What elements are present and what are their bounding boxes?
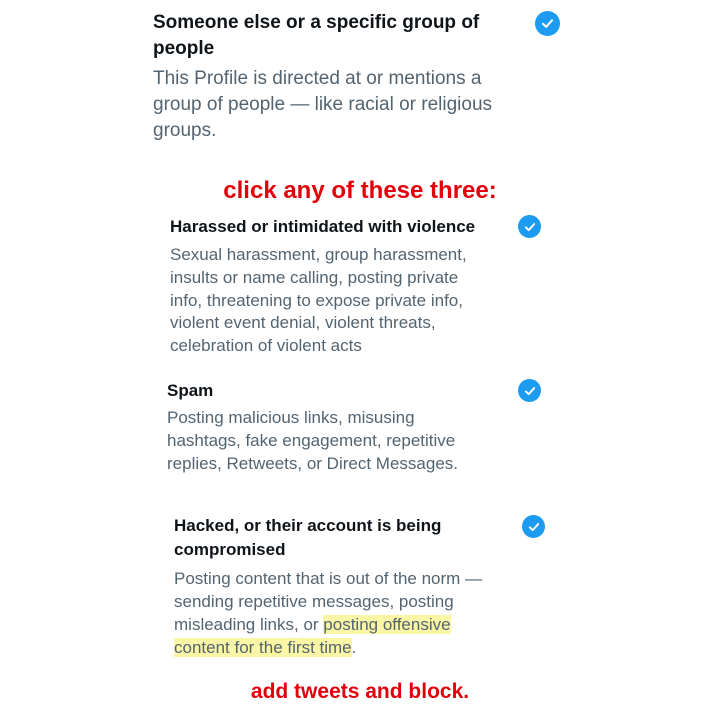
option-title: Someone else or a specific group of people [153,12,480,59]
description-end: . [351,638,357,657]
option-someone-else[interactable] [153,10,573,145]
check-circle-icon[interactable] [535,11,560,36]
option-description: Sexual harassment, group harassment, insults or name calling, posting private info, threatening to expose private info, violent event denial, violent threats, celebration of violent acts [170,245,467,356]
check-circle-icon[interactable] [522,515,545,538]
annotation-bottom: add tweets and block. [250,680,470,703]
description-text: Posting content that is out of the norm — sending repetitive messages, posting misleading links, or [174,569,483,634]
option-description [174,567,514,659]
option-title: Spam [167,381,214,400]
option-description: This Profile is directed at or mentions a group of people — like racial or religious groups. [153,68,493,141]
option-title: Hacked, or their account is being compromised [174,516,442,559]
option-spam[interactable] [167,380,507,480]
option-harassed[interactable] [170,216,510,356]
option-description: Posting malicious links, misusing hashtags, fake engagement, repetitive replies, Retweets, or Direct Messages. [167,408,458,473]
annotation-top: click any of these three: [223,177,497,204]
highlighted-text: posting offensive content for the first time [174,615,451,657]
option-title: Harassed or intimidated with violence [170,217,476,236]
option-hacked[interactable] [174,514,514,659]
check-circle-icon[interactable] [518,215,541,238]
check-circle-icon[interactable] [518,379,541,402]
